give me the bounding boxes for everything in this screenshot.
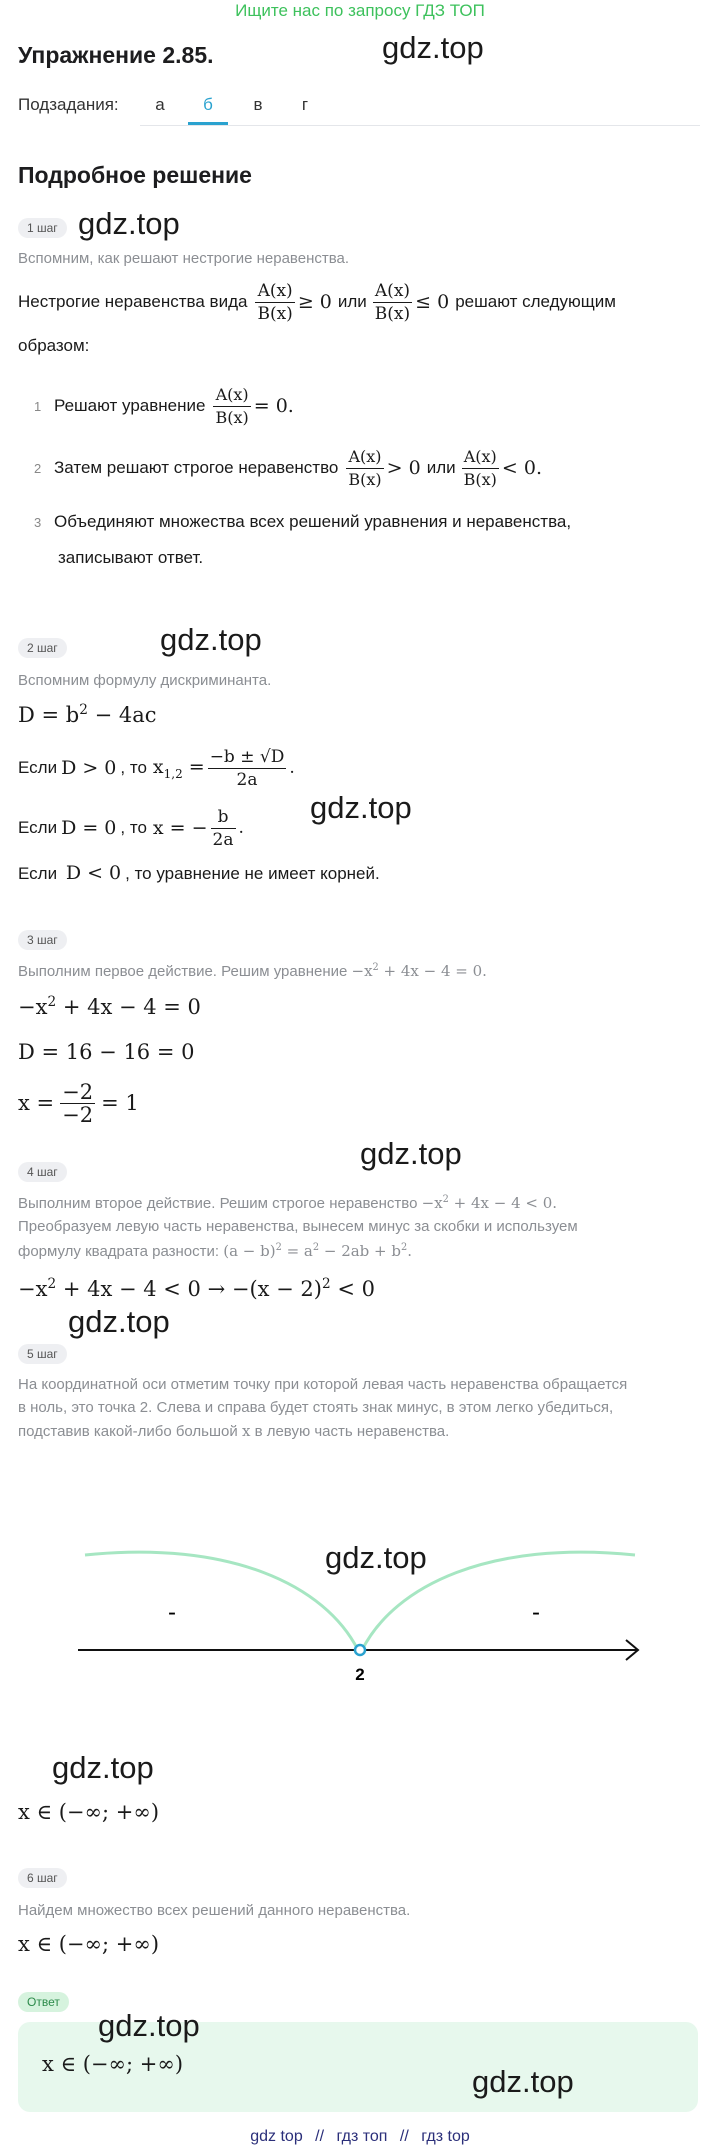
tab-g[interactable]: г (301, 95, 309, 114)
step-badge: 6 шаг (18, 1868, 67, 1888)
case-negative: Если D < 0 , то уравнение не имеет корней. (18, 862, 380, 884)
step-hint: подставив какой-либо большой x в левую часть неравенства. (18, 1422, 450, 1440)
left-sign: - (168, 1599, 176, 1626)
footer-link[interactable]: гдз топ (336, 2128, 388, 2145)
step-hint: Преобразуем левую часть неравенства, вынесем минус за скобки и используем (18, 1218, 578, 1235)
tab-v[interactable]: в (253, 95, 263, 114)
watermark: gdz.top (382, 30, 484, 65)
answer-value: x ∈ (−∞; +∞) (42, 2052, 184, 2076)
transformed-inequality: $-x^2 + 4x - 4 < 0 \to -(x - 2)^2 < 0$ (18, 1276, 375, 1301)
step-badge: 1 шаг (18, 218, 67, 238)
step-hint: формулу квадрата разности: $(a - b)^2 = a^2 - 2ab + b^2$. (18, 1242, 412, 1260)
step-badge: 2 шаг (18, 638, 67, 658)
footer-links (0, 2128, 720, 2146)
case-positive: Если D > 0 , то $x_{1,2}$ = $\frac{-b \pm √D}{2a}$ . (18, 746, 295, 790)
answer-badge: Ответ (18, 1992, 69, 2012)
footer-link[interactable]: gdz top (250, 2128, 303, 2145)
step-badge: 3 шаг (18, 930, 67, 950)
tab-a[interactable]: а (155, 95, 165, 114)
step-hint: Выполним второе действие. Решим строгое неравенство $-x^2 + 4x - 4 < 0$. (18, 1194, 558, 1212)
sign-curve-left (85, 1552, 358, 1650)
subtask-tabs (140, 92, 700, 126)
list-item: 2 Затем решают строгое неравенство $\frac{A(x)}{B(x)}$ > 0 или $\frac{A(x)}{B(x)}$ < 0. (34, 446, 542, 489)
step-hint: в ноль, это точка 2. Слева и справа будет стоять знак минус, в этом легко убедиться, (18, 1399, 614, 1416)
footer-link[interactable]: гдз top (421, 2128, 470, 2145)
footer-separator: // (399, 2128, 409, 2145)
tab-b[interactable]: б (188, 92, 228, 125)
watermark: gdz.top (310, 790, 412, 825)
discriminant-formula: $D = b^2 - 4ac$ (18, 702, 157, 727)
step-badge: 4 шаг (18, 1162, 67, 1182)
point-marker (355, 1645, 365, 1655)
right-sign: - (532, 1599, 540, 1626)
page-title: Упражнение 2.85. (18, 42, 214, 68)
step-badge: 5 шаг (18, 1344, 67, 1364)
watermark: gdz.top (52, 1750, 154, 1785)
top-banner[interactable]: Ищите нас по запросу ГДЗ ТОП (235, 1, 485, 20)
interval-result: x ∈ (−∞; +∞) (18, 1800, 160, 1824)
step-hint: Вспомним, как решают нестрогие неравенства. (18, 250, 350, 267)
section-title: Подробное решение (18, 162, 252, 188)
watermark: gdz.top (68, 1304, 170, 1339)
case-zero: Если D = 0 , то x = − $\frac{b}{2a}$ . (18, 806, 244, 850)
inequality-intro: Нестрогие неравенства вида $\frac{A(x)}{B(x)}$ ≥ 0 или $\frac{A(x)}{B(x)}$ ≤ 0 решают следующим (18, 280, 616, 324)
footer-separator: // (315, 2128, 325, 2145)
list-item-continued: записывают ответ. (58, 548, 204, 567)
point-label: 2 (355, 1665, 365, 1684)
list-item: 1 Решают уравнение $\frac{A(x)}{B(x)}$ = 0. (34, 384, 294, 427)
watermark: gdz.top (360, 1136, 462, 1171)
root-value: x = $\frac{-2}{-2}$ = 1 (18, 1079, 139, 1127)
watermark: gdz.top (98, 2008, 200, 2043)
step-hint: Вспомним формулу дискриминанта. (18, 672, 272, 689)
watermark: gdz.top (325, 1540, 427, 1575)
list-item: 3 Объединяют множества всех решений уравнения и неравенства, (34, 512, 572, 531)
watermark: gdz.top (472, 2064, 574, 2099)
step-hint: Выполним первое действие. Решим уравнение $-x^2 + 4x - 4 = 0$. (18, 962, 487, 980)
watermark: gdz.top (78, 206, 180, 241)
inequality-intro-end: образом: (18, 336, 90, 355)
watermark: gdz.top (160, 622, 262, 657)
step-hint: Найдем множество всех решений данного неравенства. (18, 1902, 411, 1919)
interval-result: x ∈ (−∞; +∞) (18, 1932, 160, 1956)
subtasks-label: Подзадания: (18, 95, 119, 114)
discriminant-value: D = 16 − 16 = 0 (18, 1040, 195, 1064)
equation-line: $-x^2 + 4x - 4 = 0$ (18, 994, 201, 1019)
step-hint: На координатной оси отметим точку при которой левая часть неравенства обращается (18, 1376, 628, 1393)
